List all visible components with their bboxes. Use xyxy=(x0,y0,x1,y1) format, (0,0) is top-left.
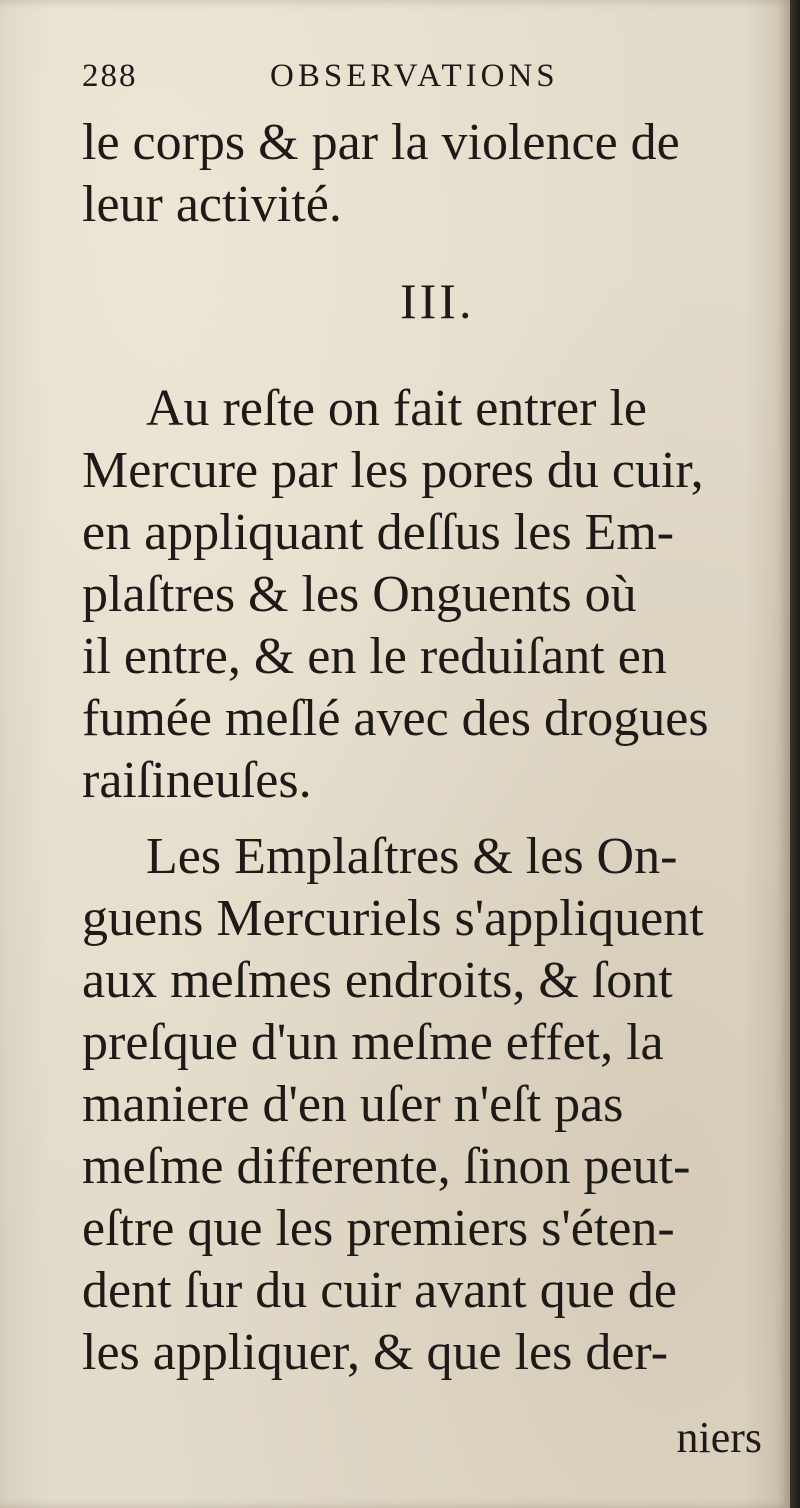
text-line-7: il entre, & en le reduiſant en xyxy=(82,628,667,685)
text-line-14: maniere d'en uſer n'eſt pas xyxy=(82,1076,624,1133)
text-line-1: le corps & par la violence de xyxy=(82,114,680,171)
text-line-15: meſme differente, ſinon peut- xyxy=(82,1138,691,1195)
section-number: III. xyxy=(400,273,475,329)
catchword: niers xyxy=(676,1413,762,1462)
text-line-10: Les Emplaſtres & les On- xyxy=(146,828,678,885)
text-line-5: en appliquant deſſus les Em- xyxy=(82,504,675,561)
text-line-12: aux meſmes endroits, & ſont xyxy=(82,952,673,1009)
text-line-17: dent ſur du cuir avant que de xyxy=(82,1262,677,1319)
text-line-3: Au reſte on fait entrer le xyxy=(146,380,647,437)
page-edge-shadow xyxy=(790,0,800,1508)
text-line-16: eſtre que les premiers s'éten- xyxy=(82,1200,675,1257)
text-line-2: leur activité. xyxy=(82,176,342,233)
running-title: OBSERVATIONS xyxy=(270,58,559,94)
text-line-4: Mercure par les pores du cuir, xyxy=(82,442,704,499)
text-line-18: les appliquer, & que les der- xyxy=(82,1324,669,1381)
text-line-6: plaſtres & les Onguents où xyxy=(82,566,637,623)
text-line-8: fumée meſlé avec des drogues xyxy=(82,690,709,747)
text-line-13: preſque d'un meſme effet, la xyxy=(82,1014,664,1071)
running-head xyxy=(82,58,642,95)
page-number: 288 xyxy=(82,58,138,94)
text-line-11: guens Mercuriels s'appliquent xyxy=(82,890,704,947)
text-line-9: raiſineuſes. xyxy=(82,752,312,809)
